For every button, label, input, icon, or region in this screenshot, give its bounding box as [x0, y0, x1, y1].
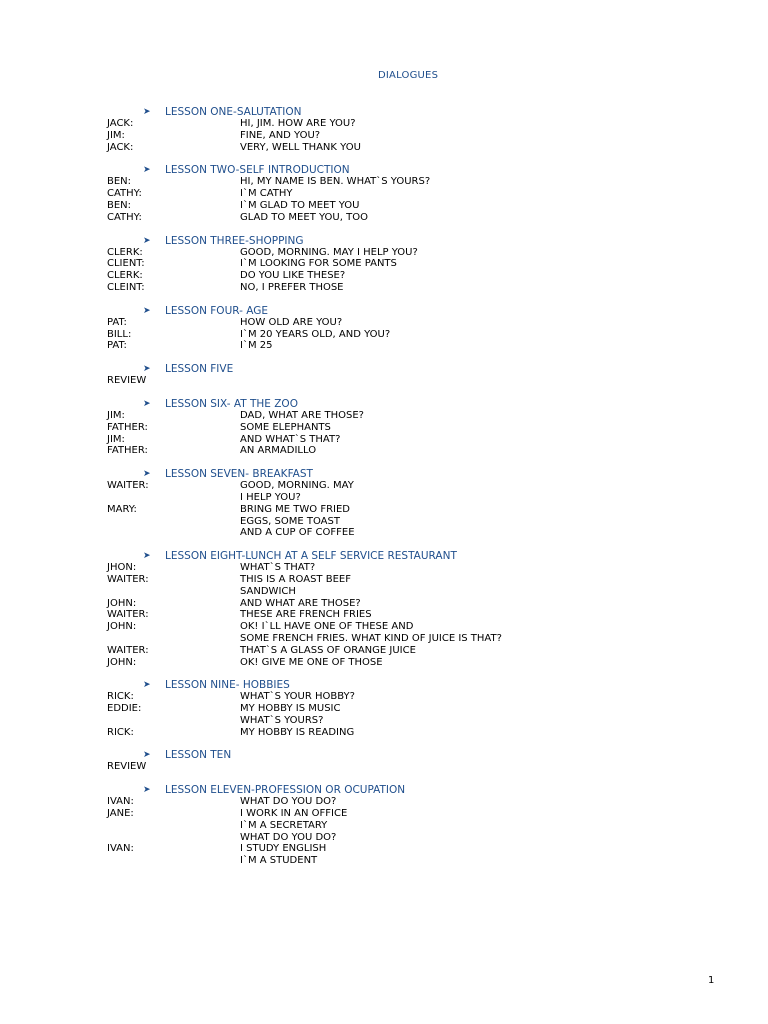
dialogue-line: [107, 832, 707, 844]
dialogue-text: WHAT`S THAT?: [240, 562, 316, 574]
lesson-section: [107, 468, 707, 539]
speaker-name: FATHER:: [107, 421, 148, 433]
speaker-name: JHON:: [107, 562, 137, 574]
speaker-name: MARY:: [107, 503, 137, 515]
dialogue-text: I`M GLAD TO MEET YOU: [240, 199, 360, 211]
dialogue-text: THESE ARE FRENCH FRIES: [240, 609, 372, 621]
dialogue-line: [107, 188, 707, 200]
dialogue-line: [107, 270, 707, 282]
dialogue-text: AN ARMADILLO: [240, 445, 317, 457]
dialogue-text: EGGS, SOME TOAST: [240, 515, 340, 527]
dialogue-text: SOME ELEPHANTS: [240, 421, 331, 433]
document-title: DIALOGUES: [378, 70, 439, 81]
dialogue-line: [107, 633, 707, 645]
speaker-name: CLERK:: [107, 246, 143, 258]
speaker-name: WAITER:: [107, 644, 149, 656]
speaker-name: REVIEW: [107, 761, 147, 773]
lesson-heading: [107, 679, 707, 691]
dialogue-line: [107, 130, 707, 142]
dialogue-text: HI, JIM. HOW ARE YOU?: [240, 118, 356, 129]
dialogue-line: [107, 820, 707, 832]
dialogue-text: SOME FRENCH FRIES. WHAT KIND OF JUICE IS THAT?: [240, 632, 502, 644]
dialogue-line: [107, 609, 707, 621]
lesson-heading-text: LESSON ONE-SALUTATION: [165, 106, 302, 118]
dialogue-text: I`M 20 YEARS OLD, AND YOU?: [240, 328, 391, 340]
dialogue-text: OK! I`LL HAVE ONE OF THESE AND: [240, 621, 414, 633]
lesson-section: [107, 550, 707, 668]
speaker-name: CLIENT:: [107, 258, 145, 270]
lesson-heading-text: LESSON THREE-SHOPPING: [165, 234, 304, 247]
dialogue-line: [107, 200, 707, 212]
dialogue-text: I`M 25: [240, 340, 273, 352]
lesson-section: [107, 363, 707, 387]
lesson-heading-text: LESSON NINE- HOBBIES: [165, 679, 290, 692]
arrow-bullet-icon: ➤: [143, 305, 151, 316]
dialogue-line: [107, 796, 707, 808]
arrow-bullet-icon: ➤: [143, 364, 151, 375]
dialogue-line: [107, 375, 707, 387]
speaker-name: JOHN:: [107, 621, 137, 633]
dialogue-line: [107, 176, 707, 188]
speaker-name: WAITER:: [107, 480, 149, 492]
dialogue-text: I`M LOOKING FOR SOME PANTS: [240, 258, 397, 270]
dialogue-line: [107, 621, 707, 633]
dialogue-line: [107, 247, 707, 259]
speaker-name: WAITER:: [107, 609, 149, 621]
speaker-name: CLEINT:: [107, 281, 145, 293]
dialogue-text: GOOD, MORNING. MAY: [240, 480, 354, 492]
speaker-name: WAITER:: [107, 573, 149, 585]
dialogue-line: [107, 480, 707, 492]
dialogue-line: [107, 434, 707, 446]
speaker-name: JACK:: [107, 141, 134, 153]
dialogue-text: AND WHAT`S THAT?: [240, 433, 341, 445]
dialogue-text: I HELP YOU?: [240, 491, 301, 503]
speaker-name: JOHN:: [107, 656, 137, 668]
dialogue-text: I`M A STUDENT: [240, 855, 318, 867]
dialogue-line: [107, 410, 707, 422]
arrow-bullet-icon: ➤: [143, 785, 151, 796]
dialogue-line: [107, 598, 707, 610]
lesson-heading: [107, 749, 707, 761]
dialogue-line: [107, 258, 707, 270]
speaker-name: JOHN:: [107, 597, 137, 609]
dialogue-line: [107, 843, 707, 855]
dialogue-text: I`M CATHY: [240, 188, 293, 200]
dialogue-line: [107, 727, 707, 739]
dialogue-text: WHAT DO YOU DO?: [240, 796, 337, 808]
dialogue-line: [107, 445, 707, 457]
speaker-name: FATHER:: [107, 445, 148, 457]
dialogue-text: WHAT DO YOU DO?: [240, 831, 337, 843]
dialogue-text: FINE, AND YOU?: [240, 129, 321, 141]
dialogue-line: [107, 118, 707, 130]
speaker-name: CATHY:: [107, 211, 142, 223]
lesson-heading: [107, 550, 707, 562]
dialogue-text: DAD, WHAT ARE THOSE?: [240, 409, 364, 421]
arrow-bullet-icon: ➤: [143, 469, 151, 480]
speaker-name: EDDIE:: [107, 703, 142, 715]
dialogue-text: AND WHAT ARE THOSE?: [240, 597, 361, 609]
dialogue-text: HOW OLD ARE YOU?: [240, 316, 343, 328]
arrow-bullet-icon: ➤: [143, 398, 151, 409]
dialogue-line: [107, 492, 707, 504]
dialogue-text: SANDWICH: [240, 585, 296, 597]
dialogue-line: [107, 574, 707, 586]
dialogue-line: [107, 586, 707, 598]
speaker-name: BEN:: [107, 199, 132, 211]
dialogue-line: [107, 527, 707, 539]
lesson-section: [107, 164, 707, 223]
lesson-heading: [107, 164, 707, 176]
speaker-name: CATHY:: [107, 188, 142, 200]
dialogue-text: DO YOU LIKE THESE?: [240, 270, 346, 282]
lesson-section: [107, 679, 707, 738]
dialogue-line: [107, 212, 707, 224]
dialogue-text: OK! GIVE ME ONE OF THOSE: [240, 656, 383, 668]
speaker-name: JIM:: [107, 433, 125, 445]
lesson-heading-text: LESSON TWO-SELF INTRODUCTION: [165, 164, 350, 177]
dialogue-text: VERY, WELL THANK YOU: [240, 141, 361, 153]
dialogue-text: AND A CUP OF COFFEE: [240, 527, 355, 539]
arrow-bullet-icon: ➤: [143, 165, 151, 176]
speaker-name: JANE:: [107, 808, 134, 820]
dialogue-line: [107, 142, 707, 154]
dialogue-text: HI, MY NAME IS BEN. WHAT`S YOURS?: [240, 176, 431, 188]
dialogue-line: [107, 317, 707, 329]
lesson-heading: [107, 468, 707, 480]
dialogue-line: [107, 703, 707, 715]
dialogue-text: NO, I PREFER THOSE: [240, 281, 344, 293]
dialogue-text: I STUDY ENGLISH: [240, 843, 327, 855]
speaker-name: PAT:: [107, 340, 127, 352]
dialogue-line: [107, 329, 707, 341]
dialogue-text: I`M A SECRETARY: [240, 819, 328, 831]
dialogue-text: THIS IS A ROAST BEEF: [240, 573, 351, 585]
speaker-name: RICK:: [107, 726, 134, 738]
speaker-name: IVAN:: [107, 843, 134, 855]
dialogue-text: MY HOBBY IS READING: [240, 726, 355, 738]
arrow-bullet-icon: ➤: [143, 680, 151, 691]
dialogue-text: I WORK IN AN OFFICE: [240, 808, 348, 820]
arrow-bullet-icon: ➤: [143, 107, 151, 117]
speaker-name: JIM:: [107, 409, 125, 421]
lesson-heading-text: LESSON FOUR- AGE: [165, 304, 269, 317]
lesson-heading-text: LESSON EIGHT-LUNCH AT A SELF SERVICE RESTAURANT: [165, 550, 457, 563]
lesson-heading: [107, 784, 707, 796]
arrow-bullet-icon: ➤: [143, 750, 151, 761]
dialogue-text: BRING ME TWO FRIED: [240, 503, 351, 515]
dialogue-line: [107, 715, 707, 727]
dialogue-text: WHAT`S YOUR HOBBY?: [240, 691, 355, 703]
lesson-heading: [107, 235, 707, 247]
lesson-heading-text: LESSON ELEVEN-PROFESSION OR OCUPATION: [165, 784, 406, 797]
lesson-heading: [107, 106, 707, 118]
lesson-heading: [107, 363, 707, 375]
lesson-heading-text: LESSON FIVE: [165, 363, 234, 376]
speaker-name: JACK:: [107, 118, 134, 129]
dialogue-text: MY HOBBY IS MUSIC: [240, 703, 341, 715]
arrow-bullet-icon: ➤: [143, 235, 151, 246]
speaker-name: BEN:: [107, 176, 132, 188]
dialogue-line: [107, 516, 707, 528]
speaker-name: PAT:: [107, 316, 127, 328]
arrow-bullet-icon: ➤: [143, 551, 151, 562]
speaker-name: BILL:: [107, 328, 132, 340]
dialogue-line: [107, 855, 707, 867]
speaker-name: RICK:: [107, 691, 134, 703]
lesson-heading-text: LESSON SIX- AT THE ZOO: [165, 397, 298, 410]
dialogue-line: [107, 808, 707, 820]
dialogue-text: GOOD, MORNING. MAY I HELP YOU?: [240, 246, 418, 258]
dialogue-text: WHAT`S YOURS?: [240, 714, 324, 726]
dialogue-line: [107, 645, 707, 657]
lesson-heading-text: LESSON TEN: [165, 749, 232, 762]
page-number: 1: [708, 975, 715, 986]
dialogue-line: [107, 504, 707, 516]
dialogue-line: [107, 282, 707, 294]
lesson-section: [107, 784, 707, 867]
speaker-name: CLERK:: [107, 270, 143, 282]
speaker-name: JIM:: [107, 129, 125, 141]
lesson-list: [107, 106, 707, 878]
dialogue-line: [107, 422, 707, 434]
lesson-section: [107, 106, 707, 153]
lesson-heading: [107, 305, 707, 317]
lesson-heading-text: LESSON SEVEN- BREAKFAST: [165, 468, 313, 481]
dialogue-line: [107, 691, 707, 703]
lesson-section: [107, 235, 707, 294]
lesson-heading: [107, 398, 707, 410]
lesson-section: [107, 398, 707, 457]
speaker-name: REVIEW: [107, 375, 147, 387]
speaker-name: IVAN:: [107, 796, 134, 808]
dialogue-line: [107, 340, 707, 352]
lesson-section: [107, 749, 707, 773]
dialogue-text: GLAD TO MEET YOU, TOO: [240, 211, 368, 223]
dialogue-text: THAT`S A GLASS OF ORANGE JUICE: [240, 644, 416, 656]
lesson-section: [107, 305, 707, 352]
dialogue-line: [107, 761, 707, 773]
dialogue-line: [107, 562, 707, 574]
dialogue-line: [107, 657, 707, 669]
